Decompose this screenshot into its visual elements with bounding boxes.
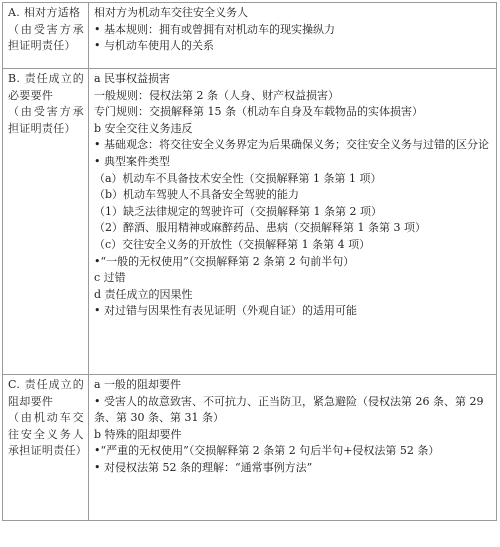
row-a-line-2: • 基本规则：拥有或曾拥有对机动车的现实操纵力 xyxy=(94,22,335,36)
row-b-line-9: （1）缺乏法律规定的驾驶许可（交损解释第 1 条第 2 项） xyxy=(94,204,382,218)
table-row-b xyxy=(3,69,497,375)
row-b-line-5: • 基础观念：将交往安全义务界定为后果确保义务；交往安全义务与过错的区分论 xyxy=(94,138,489,152)
row-c-header-note: （由机动车交往安全义务人承担证明责任） xyxy=(8,411,88,458)
row-c-header-title: C. 责任成立的阻却要件 xyxy=(8,378,84,408)
row-c-content-cell xyxy=(89,375,497,521)
row-b-line-12: •“一般的无权使用”（交损解释第 2 条第 2 句前半句） xyxy=(94,254,355,268)
row-b-line-15: • 对过错与因果性有表见证明（外观自证）的适用可能 xyxy=(94,304,357,318)
row-a-content-cell xyxy=(89,3,497,69)
requirements-table xyxy=(2,2,497,521)
row-b-line-6: • 典型案件类型 xyxy=(94,154,170,168)
row-b-line-3: 专门规则：交损解释第 15 条（机动车自身及车载物品的实体损害） xyxy=(94,105,423,119)
table-row-c xyxy=(3,375,497,521)
row-b-header-title: B. 责任成立的必要要件 xyxy=(8,72,84,102)
table-row-a xyxy=(3,3,497,69)
row-b-line-4: b 安全交往义务违反 xyxy=(94,121,193,135)
row-c-line-2: • 受害人的故意致害、不可抗力、正当防卫，紧急避险（侵权法第 26 条、第 29 条、第 30 条、第 31 条） xyxy=(94,394,484,425)
row-b-line-13: c 过错 xyxy=(94,271,126,285)
row-a-line-3: • 与机动车使用人的关系 xyxy=(94,39,214,53)
row-b-header-cell xyxy=(3,69,89,375)
row-b-content-cell xyxy=(89,69,497,375)
row-c-line-5: • 对侵权法第 52 条的理解：“通常事例方法” xyxy=(94,460,313,474)
row-b-line-2: 一般规则：侵权法第 2 条（人身、财产权益损害） xyxy=(94,88,339,102)
row-c-line-1: a 一般的阻却要件 xyxy=(94,378,182,391)
row-c-header-cell xyxy=(3,375,89,521)
row-b-line-11: （c）交往安全义务的开放性（交损解释第 1 条第 4 项） xyxy=(94,237,371,251)
row-c-line-3: b 特殊的阻却要件 xyxy=(94,427,182,441)
row-b-line-1: a 民事权益损害 xyxy=(94,72,171,85)
row-b-line-7: （a）机动车不具备技术安全性（交损解释第 1 条第 1 项） xyxy=(94,171,382,185)
row-b-line-10: （2）醉酒、服用精神或麻醉药品、患病（交损解释第 1 条第 3 项） xyxy=(94,221,426,235)
row-b-line-8: （b）机动车驾驶人不具备安全驾驶的能力 xyxy=(94,188,300,202)
row-a-header-note: （由受害方承担证明责任） xyxy=(8,22,84,53)
row-c-line-4: •“严重的无权使用”（交损解释第 2 条第 2 句后半句+侵权法第 52 条） xyxy=(94,444,440,458)
row-b-line-14: d 责任成立的因果性 xyxy=(94,287,193,301)
row-a-line-1: 相对方为机动车交往安全义务人 xyxy=(94,6,248,19)
row-a-header-title: A. 相对方适格 xyxy=(8,6,81,19)
row-b-header-note: （由受害方承担证明责任） xyxy=(8,105,84,135)
row-a-header-cell xyxy=(3,3,89,69)
